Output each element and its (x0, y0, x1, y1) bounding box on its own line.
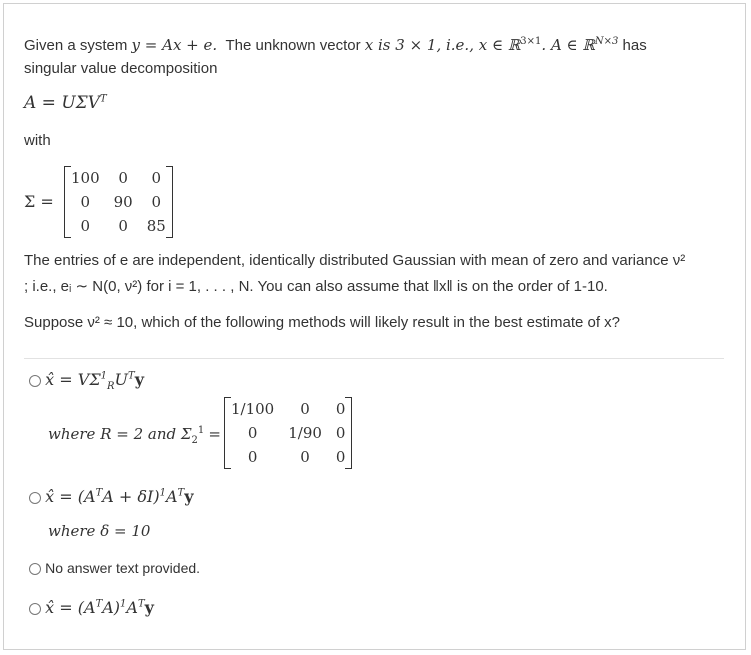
entries-line-1: The entries of e are independent, identically distributed Gaussian with mean of zero and variance ν² (24, 252, 686, 269)
matrix-row (224, 397, 352, 421)
formula-sup-3: T (177, 487, 185, 499)
matrix-cell: 100 (71, 169, 100, 187)
where-sup: 1 (197, 425, 205, 436)
formula-sup: 1 (100, 370, 108, 382)
option-3[interactable] (29, 560, 200, 577)
intro-dim-sup: 3×1 (520, 36, 542, 47)
formula-mid: A) (102, 598, 121, 617)
intro-line-2: singular value decomposition (24, 60, 218, 77)
divider (24, 358, 724, 359)
svd-sup: T (99, 93, 107, 105)
formula-tail: A (126, 598, 138, 617)
radio-button[interactable] (29, 375, 41, 387)
matrix-cell: 90 (113, 193, 133, 211)
sigma-label: Σ = (24, 192, 54, 211)
entries-line-2: ; i.e., eᵢ ∼ N(0, ν²) for i = 1, . . . , N. You can also assume that ‖x‖ is on the order of 1-10. (24, 278, 608, 295)
matrix-cell: 1/100 (231, 400, 275, 418)
formula-text: x̂ = (A (45, 598, 96, 617)
formula-end: y (184, 487, 194, 506)
intro-equation: y = Ax + e. (131, 36, 218, 54)
svd-formula (24, 93, 107, 113)
right-bracket (345, 397, 352, 469)
matrix-cell: 0 (300, 448, 310, 466)
matrix-cell: 0 (335, 424, 346, 442)
formula-sup-2: 1 (120, 598, 127, 610)
formula-tail-sup: T (128, 370, 135, 382)
intro-prefix: Given a system (24, 37, 132, 54)
matrix-cell: 1/90 (288, 424, 322, 442)
matrix-cell: 0 (118, 217, 128, 235)
formula-tail: A (165, 487, 178, 506)
formula-sup-1: T (95, 487, 103, 499)
formula-sup-3: T (137, 598, 145, 610)
formula-sup-2: 1 (159, 487, 166, 499)
matrix-cell: 0 (247, 448, 258, 466)
intro-dim: x is 3 × 1, i.e., x ∈ ℝ (364, 36, 521, 54)
matrix-cell: 0 (300, 400, 310, 418)
matrix-cell: 0 (118, 169, 128, 187)
where-sub: 2 (191, 435, 198, 446)
with-label: with (24, 132, 51, 149)
radio-button[interactable] (29, 563, 41, 575)
matrix-row (224, 421, 352, 445)
matrix-cell: 0 (80, 217, 91, 235)
intro-line (24, 36, 647, 54)
radio-button[interactable] (29, 492, 41, 504)
intro-a: . A ∈ ℝ (541, 36, 595, 54)
intro-a-sup: N×3 (594, 36, 619, 47)
where-prefix: where R = 2 and Σ (48, 425, 192, 443)
formula-sup-1: T (95, 598, 103, 610)
sigma-table (64, 166, 173, 238)
matrix-row (64, 166, 173, 190)
matrix-cell: 0 (151, 169, 162, 187)
option-1-where (48, 425, 221, 446)
sigma-matrix (64, 166, 173, 238)
matrix-row (224, 445, 352, 469)
radio-button[interactable] (29, 603, 41, 615)
option-1-table (224, 397, 352, 469)
formula-end: y (144, 598, 154, 617)
option-2-formula (45, 487, 193, 506)
sigma-block (24, 166, 166, 242)
suppose-line: Suppose ν² ≈ 10, which of the following methods will likely result in the best estimate of x? (24, 314, 621, 331)
option-4-formula (45, 598, 154, 617)
formula-tail: U (114, 370, 129, 389)
formula-text: x̂ = (A (45, 487, 96, 506)
formula-mid: A + δI) (102, 487, 160, 506)
svd-text: A = UΣV (24, 93, 100, 113)
matrix-cell: 0 (335, 400, 346, 418)
matrix-row (64, 214, 173, 238)
intro-unknown: The unknown vector (225, 37, 365, 54)
matrix-row (64, 190, 173, 214)
option-4[interactable] (29, 598, 154, 617)
left-bracket (64, 166, 71, 238)
option-1[interactable] (29, 370, 144, 392)
formula-end: y (134, 370, 144, 389)
intro-has: has (618, 37, 647, 54)
formula-sub: R (107, 381, 115, 393)
right-bracket (166, 166, 173, 238)
matrix-cell: 0 (247, 424, 258, 442)
option-1-formula (45, 370, 144, 393)
option-2[interactable] (29, 487, 193, 506)
formula-text: x̂ = VΣ (45, 370, 101, 389)
matrix-cell: 0 (335, 448, 346, 466)
matrix-cell: 85 (146, 217, 166, 235)
option-1-matrix (224, 397, 352, 469)
matrix-cell: 0 (80, 193, 91, 211)
option-2-where: where δ = 10 (48, 522, 151, 540)
where-eq: = (208, 425, 221, 443)
matrix-cell: 0 (151, 193, 162, 211)
option-3-text: No answer text provided. (45, 560, 201, 576)
left-bracket (224, 397, 231, 469)
